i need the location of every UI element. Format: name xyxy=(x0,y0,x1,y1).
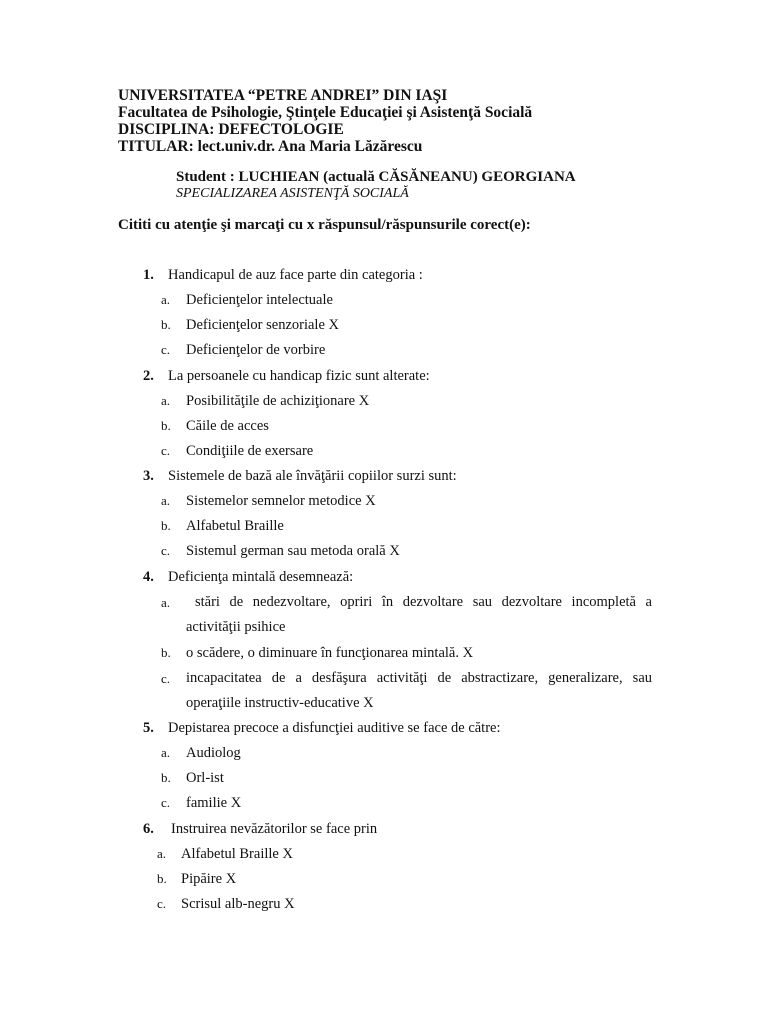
option-text: Alfabetul Braille xyxy=(186,518,284,534)
option-text-line-2: activităţii psihice xyxy=(186,619,286,635)
question-number: 6. xyxy=(143,821,154,837)
option-letter: c. xyxy=(161,543,171,558)
option-text-line-1: stări de nedezvoltare, opriri în dezvoltare sau dezvoltare incompletă a xyxy=(195,594,652,610)
option-text: Alfabetul Braille X xyxy=(181,846,293,862)
instructions: Cititi cu atenţie şi marcaţi cu x răspunsul/răspunsurile corect(e): xyxy=(118,217,531,233)
question-number: 4. xyxy=(143,569,154,585)
option-text: Scrisul alb-negru X xyxy=(181,896,295,912)
option-letter: b. xyxy=(161,317,171,332)
option-text: familie X xyxy=(186,795,242,811)
question-number: 3. xyxy=(143,468,154,484)
option-text-line-1: incapacitatea de a desfăşura activităţi de abstractizare, generalizare, sau xyxy=(186,670,652,686)
question-number: 1. xyxy=(143,267,154,283)
option-letter: a. xyxy=(161,292,171,307)
option-text: Orl-ist xyxy=(186,770,224,786)
option-letter: c. xyxy=(161,443,171,458)
faculty-name: Facultatea de Psihologie, Ştinţele Educaţiei şi Asistenţă Socială xyxy=(118,104,533,121)
option-letter: c. xyxy=(161,342,171,357)
question-text: La persoanele cu handicap fizic sunt alterate: xyxy=(168,368,430,384)
question-text: Sistemele de bază ale învăţării copiilor surzi sunt: xyxy=(168,468,457,484)
option-letter: b. xyxy=(161,645,171,660)
option-letter: a. xyxy=(157,846,167,861)
option-letter: a. xyxy=(161,745,171,760)
option-letter: c. xyxy=(161,795,171,810)
option-letter: c. xyxy=(161,671,171,686)
option-text: Deficienţelor senzoriale X xyxy=(186,317,339,333)
option-text-line-2: operaţiile instructiv-educative X xyxy=(186,695,374,711)
option-letter: a. xyxy=(161,595,171,610)
option-text: Căile de acces xyxy=(186,418,269,434)
option-text: Deficienţelor intelectuale xyxy=(186,292,333,308)
specialization: SPECIALIZAREA ASISTENŢĂ SOCIALĂ xyxy=(176,186,409,201)
option-text: Audiolog xyxy=(186,745,241,761)
option-text: Pipăire X xyxy=(181,871,237,887)
question-text: Handicapul de auz face parte din categoria : xyxy=(168,267,423,283)
question-text: Depistarea precoce a disfuncţiei auditive se face de către: xyxy=(168,720,501,736)
question-text: Deficienţa mintală desemnează: xyxy=(168,569,354,585)
discipline-line: DISCIPLINA: DEFECTOLOGIE xyxy=(118,121,344,138)
option-letter: c. xyxy=(157,896,167,911)
option-letter: b. xyxy=(161,418,171,433)
student-name: Student : LUCHIEAN (actuală CĂSĂNEANU) GEORGIANA xyxy=(176,169,576,185)
option-text: Posibilităţile de achiziţionare X xyxy=(186,393,370,409)
university-name: UNIVERSITATEA “PETRE ANDREI” DIN IAŞI xyxy=(118,87,448,104)
option-letter: a. xyxy=(161,393,171,408)
option-text: Condiţiile de exersare xyxy=(186,443,314,459)
question-text: Instruirea nevăzătorilor se face prin xyxy=(171,821,378,837)
option-letter: b. xyxy=(161,518,171,533)
option-letter: b. xyxy=(161,770,171,785)
option-text: o scădere, o diminuare în funcţionarea mintală. X xyxy=(186,645,474,661)
option-text: Sistemul german sau metoda orală X xyxy=(186,543,400,559)
question-number: 5. xyxy=(143,720,154,736)
option-letter: a. xyxy=(161,493,171,508)
option-text: Sistemelor semnelor metodice X xyxy=(186,493,376,509)
option-text: Deficienţelor de vorbire xyxy=(186,342,326,358)
titular-line: TITULAR: lect.univ.dr. Ana Maria Lăzărescu xyxy=(118,138,423,155)
question-number: 2. xyxy=(143,368,154,384)
option-letter: b. xyxy=(157,871,167,886)
